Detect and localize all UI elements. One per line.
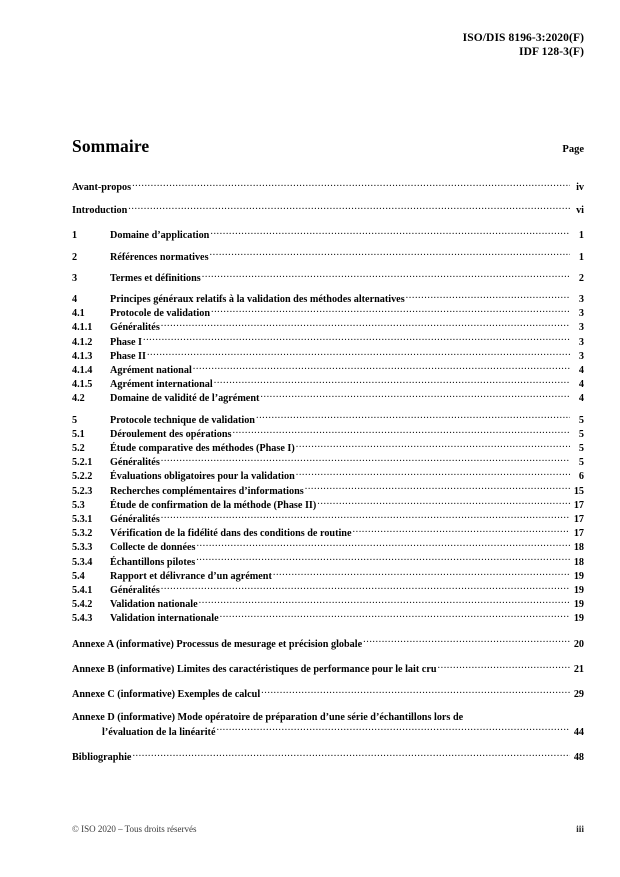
- toc-page-number: 3: [578, 350, 584, 362]
- dot-leader: [261, 687, 570, 697]
- dot-leader: [132, 750, 570, 760]
- page-footer: [72, 824, 584, 835]
- toc-entry-clause-5-3-2[interactable]: [72, 526, 584, 540]
- toc-page-number: 44: [573, 726, 584, 738]
- toc-number: 4.1: [72, 308, 85, 320]
- toc-label: Introduction: [72, 205, 128, 217]
- toc-number: 5.4.1: [72, 585, 93, 597]
- toc-entry-clause-4-2[interactable]: [72, 391, 584, 405]
- table-of-contents: [72, 180, 584, 764]
- toc-number: 4.1.1: [72, 322, 93, 334]
- dot-leader: [147, 349, 570, 359]
- dot-leader: [273, 569, 570, 579]
- toc-page-number: 15: [573, 485, 584, 497]
- toc-page-number: 18: [573, 542, 584, 554]
- toc-entry-clause-5-3-1[interactable]: [72, 512, 584, 526]
- dot-leader: [199, 597, 570, 607]
- dot-leader: [305, 484, 570, 494]
- toc-page-number: iv: [576, 182, 584, 193]
- toc-page-number: 3: [578, 308, 584, 320]
- toc-page-number: 3: [578, 322, 584, 334]
- toc-page-number: 18: [573, 556, 584, 568]
- toc-page-number: 3: [578, 336, 584, 348]
- toc-label: Validation internationale: [110, 613, 219, 625]
- toc-entry-clause-5-3-4[interactable]: [72, 555, 584, 569]
- toc-page-number: 1: [578, 230, 584, 242]
- toc-number: 4: [72, 294, 78, 306]
- toc-label: Domaine de validité de l’agrément: [110, 393, 260, 405]
- dot-leader: [143, 335, 570, 345]
- toc-page-number: 5: [578, 443, 584, 455]
- toc-label: Rapport et délivrance d’un agrément: [110, 570, 272, 582]
- toc-label: Collecte de données: [110, 542, 196, 554]
- dot-leader: [196, 555, 570, 565]
- dot-leader: [317, 498, 570, 508]
- dot-leader: [296, 441, 570, 451]
- page-column-header: Page: [562, 144, 584, 155]
- toc-page-number: 17: [573, 514, 584, 526]
- toc-number: 5.4.3: [72, 613, 93, 625]
- toc-entry-clause-4-1[interactable]: [72, 306, 584, 320]
- toc-label: Protocole technique de validation: [110, 414, 255, 426]
- toc-entry-clause-5-4[interactable]: [72, 569, 584, 583]
- toc-entry-bibliography[interactable]: [72, 750, 584, 764]
- toc-page-number: vi: [576, 205, 584, 217]
- dot-leader: [161, 512, 570, 522]
- toc-number: 3: [72, 272, 78, 284]
- toc-number: 5.2.2: [72, 471, 93, 483]
- toc-entry-introduction[interactable]: [72, 203, 584, 217]
- dot-leader: [260, 391, 570, 401]
- toc-label: Étude de confirmation de la méthode (Phase II): [110, 499, 317, 511]
- toc-number: 5.2: [72, 443, 85, 455]
- toc-label: Annexe A (informative) Processus de mesurage et précision globale: [72, 638, 363, 650]
- toc-number: 5.4.2: [72, 599, 93, 611]
- toc-number: 5.3.1: [72, 514, 93, 526]
- dot-leader: [220, 611, 570, 621]
- toc-page-number: 19: [573, 599, 584, 611]
- toc-label: Évaluations obligatoires pour la validation: [110, 471, 295, 483]
- toc-entry-clause-5-2[interactable]: [72, 441, 584, 455]
- toc-title-row: [72, 136, 584, 157]
- toc-label: Agrément international: [110, 379, 213, 391]
- toc-page-number: 6: [578, 471, 584, 483]
- toc-entry-clause-5[interactable]: [72, 413, 584, 427]
- toc-page-number: 2: [578, 272, 584, 284]
- toc-page-number: 4: [578, 379, 584, 391]
- toc-number: 5.3: [72, 499, 85, 511]
- toc-entry-clause-4-1-5[interactable]: [72, 377, 584, 391]
- toc-number: 5: [72, 414, 78, 426]
- toc-label: Vérification de la fidélité dans des conditions de routine: [110, 528, 352, 540]
- toc-number: 5.2.3: [72, 485, 93, 497]
- toc-label: Principes généraux relatifs à la validation des méthodes alternatives: [110, 294, 405, 306]
- toc-label: Recherches complémentaires d’informations: [110, 485, 304, 497]
- toc-entry-clause-4[interactable]: [72, 292, 584, 306]
- dot-leader: [128, 203, 570, 213]
- dot-leader: [232, 427, 570, 437]
- page-title: Sommaire: [72, 136, 150, 156]
- toc-label: Termes et définitions: [110, 272, 201, 284]
- toc-label: Généralités: [110, 585, 160, 597]
- dot-leader: [202, 271, 570, 281]
- toc-entry-annex-d[interactable]: [72, 712, 584, 739]
- toc-entry-clause-4-1-1[interactable]: [72, 320, 584, 334]
- toc-entry-clause-1[interactable]: [72, 228, 584, 242]
- toc-entry-clause-5-2-3[interactable]: [72, 484, 584, 498]
- toc-entry-clause-5-2-1[interactable]: [72, 455, 584, 469]
- toc-page-number: 20: [573, 638, 584, 650]
- toc-entry-clause-4-1-3[interactable]: [72, 349, 584, 363]
- dot-leader: [210, 228, 570, 238]
- dot-leader: [438, 662, 570, 672]
- toc-label: Domaine d’application: [110, 230, 210, 242]
- toc-entry-annex-b[interactable]: [72, 662, 584, 676]
- toc-number: 4.1.5: [72, 379, 93, 391]
- toc-entry-clause-5-1[interactable]: [72, 427, 584, 441]
- dot-leader: [256, 413, 570, 423]
- dot-leader: [214, 377, 570, 387]
- toc-entry-clause-5-3-3[interactable]: [72, 540, 584, 554]
- toc-label: Phase I: [110, 336, 142, 348]
- page-folio: iii: [576, 825, 584, 835]
- toc-entry-clause-5-4-1[interactable]: [72, 583, 584, 597]
- toc-entry-avant-propos[interactable]: [72, 180, 584, 194]
- toc-label: Déroulement des opérations: [110, 428, 232, 440]
- toc-label: Étude comparative des méthodes (Phase I): [110, 443, 295, 455]
- toc-number: 5.3.4: [72, 556, 93, 568]
- header-standard-number: ISO/DIS 8196-3:2020(F): [462, 32, 584, 44]
- toc-page-number: 5: [578, 457, 584, 469]
- toc-label: Généralités: [110, 514, 160, 526]
- toc-entry-clause-5-4-3[interactable]: [72, 611, 584, 625]
- toc-number: 5.1: [72, 428, 85, 440]
- toc-label: Phase II: [110, 350, 146, 362]
- toc-label-line-1: Annexe D (informative) Mode opératoire de préparation d’une série d’échantillons lors de: [72, 712, 464, 724]
- toc-label: Protocole de validation: [110, 308, 210, 320]
- toc-page-number: 4: [578, 393, 584, 405]
- toc-label: Généralités: [110, 457, 160, 469]
- toc-label: Avant-propos: [72, 182, 132, 193]
- toc-number: 5.2.1: [72, 457, 93, 469]
- toc-number: 5.4: [72, 570, 85, 582]
- toc-page-number: 5: [578, 428, 584, 440]
- toc-number: 2: [72, 251, 78, 263]
- toc-entry-clause-5-2-2[interactable]: [72, 469, 584, 483]
- document-header: [463, 32, 584, 59]
- dot-leader: [193, 363, 570, 373]
- dot-leader: [161, 583, 570, 593]
- copyright-notice: © ISO 2020 – Tous droits réservés: [72, 824, 197, 834]
- toc-entry-clause-5-3[interactable]: [72, 498, 584, 512]
- dot-leader: [363, 637, 570, 647]
- dot-leader: [353, 526, 571, 536]
- toc-page-number: 48: [573, 752, 584, 764]
- annex-list: [72, 637, 584, 765]
- dot-leader: [406, 292, 570, 302]
- toc-page-number: 3: [578, 294, 584, 306]
- toc-label-line-2: l’évaluation de la linéarité: [102, 726, 216, 738]
- toc-label: Références normatives: [110, 251, 209, 263]
- toc-page-number: 21: [573, 663, 584, 675]
- toc-page-number: 29: [573, 689, 584, 701]
- toc-page-number: 1: [578, 251, 584, 263]
- toc-label: Validation nationale: [110, 599, 198, 611]
- dot-leader: [216, 725, 570, 735]
- dot-leader: [211, 306, 570, 316]
- dot-leader: [210, 250, 570, 260]
- toc-page-number: 5: [578, 414, 584, 426]
- toc-number: 4.1.4: [72, 365, 93, 377]
- toc-entry-clause-2[interactable]: [72, 250, 584, 264]
- toc-page-number: 17: [573, 499, 584, 511]
- header-idf-number: IDF 128-3(F): [519, 45, 584, 58]
- toc-page-number: 4: [578, 365, 584, 377]
- toc-number: 4.2: [72, 393, 85, 405]
- dot-leader: [296, 469, 570, 479]
- toc-label: Bibliographie: [72, 752, 132, 764]
- toc-page-number: 19: [573, 570, 584, 582]
- toc-label: Agrément national: [110, 365, 192, 377]
- toc-page-number: 19: [573, 585, 584, 597]
- toc-entry-annex-c[interactable]: [72, 687, 584, 701]
- toc-label: Échantillons pilotes: [110, 556, 196, 568]
- dot-leader: [132, 180, 570, 190]
- toc-page-number: 19: [573, 613, 584, 625]
- toc-label: Annexe B (informative) Limites des caractéristiques de performance pour le lait cru: [72, 663, 437, 675]
- toc-number: 1: [72, 230, 78, 242]
- dot-leader: [196, 540, 570, 550]
- toc-page-number: 17: [573, 528, 584, 540]
- toc-number: 4.1.2: [72, 336, 93, 348]
- toc-number: 5.3.3: [72, 542, 93, 554]
- toc-entry-clause-3[interactable]: [72, 271, 584, 285]
- dot-leader: [161, 320, 570, 330]
- toc-number: 4.1.3: [72, 350, 93, 362]
- toc-entry-clause-5-4-2[interactable]: [72, 597, 584, 611]
- toc-number: 5.3.2: [72, 528, 93, 540]
- toc-entry-annex-a[interactable]: [72, 637, 584, 651]
- toc-label: Généralités: [110, 322, 160, 334]
- toc-entry-clause-4-1-4[interactable]: [72, 363, 584, 377]
- dot-leader: [161, 455, 570, 465]
- toc-entry-clause-4-1-2[interactable]: [72, 335, 584, 349]
- toc-label: Annexe C (informative) Exemples de calcul: [72, 689, 261, 701]
